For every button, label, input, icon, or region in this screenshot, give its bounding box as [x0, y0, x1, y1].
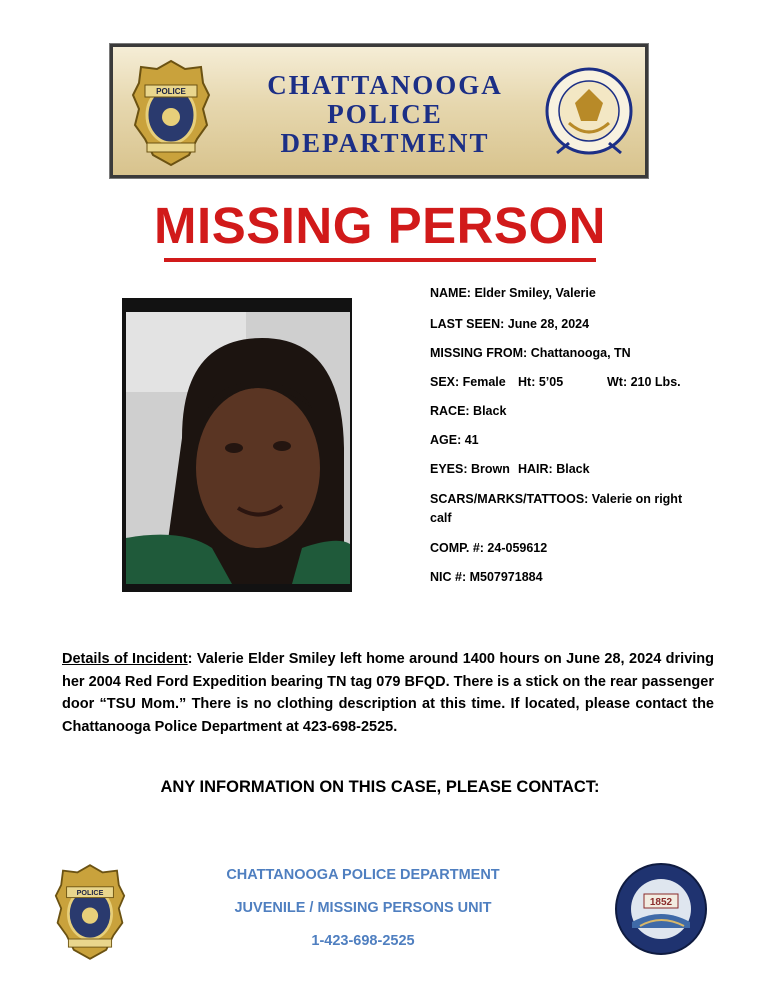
- contact-heading: ANY INFORMATION ON THIS CASE, PLEASE CONTACT:: [160, 778, 600, 796]
- header-banner: [110, 44, 648, 178]
- footer-unit: JUVENILE / MISSING PERSONS UNIT: [234, 900, 492, 916]
- footer-department: CHATTANOOGA POLICE DEPARTMENT: [226, 867, 500, 883]
- police-badge-icon: [131, 59, 211, 167]
- complaint-number-field: COMP. #: 24-059612: [430, 541, 548, 555]
- missing-from-field: MISSING FROM: Chattanooga, TN: [430, 346, 631, 360]
- nic-number-field: NIC #: M507971884: [430, 570, 543, 584]
- height-field: Ht: 5’05: [518, 375, 564, 389]
- details-text: Valerie Elder Smiley left home around 1400 hours on June 28, 2024 driving her 2004 Red Ford Expedition bearing TN tag 079 BFQD. There is a stick on the rear passenger door “TSU Mom.” There is no clothing description at this time. If located, please contact the Chattanooga Police Department at 423-698-2525.: [62, 651, 715, 735]
- scars-field: SCARS/MARKS/TATTOOS: Valerie on right: [430, 492, 683, 506]
- weight-field: Wt: 210 Lbs.: [607, 375, 681, 389]
- svg-text:1852: 1852: [649, 897, 673, 908]
- footer-phone[interactable]: 1-423-698-2525: [311, 933, 415, 949]
- portrait-photo-icon: [122, 298, 352, 592]
- missing-person-photo: [122, 298, 352, 592]
- race-field: RACE: Black: [430, 404, 507, 418]
- incident-details: Details of Incident: Valerie Elder Smiley left home around 1400 hours on June 28, 2024 driving her 2004 Red Ford Expedition bearing TN tag 079 BFQD. There is a stick on the rear passenger door “TSU Mom.” There is no clothing description at this time. If located, please contact the Chattanooga Police Department at 423-698-2525.: [62, 651, 715, 735]
- details-label: Details of Incident: [62, 651, 188, 667]
- title-underline: [164, 258, 596, 262]
- eyes-field: EYES: Brown: [430, 462, 510, 476]
- svg-text:POLICE: POLICE: [156, 87, 186, 96]
- scars-field-continued: calf: [430, 511, 452, 525]
- hair-field: HAIR: Black: [518, 462, 590, 476]
- sex-field: SEX: Female: [430, 375, 506, 389]
- last-seen-field: LAST SEEN: June 28, 2024: [430, 317, 590, 331]
- accreditation-seal-icon: [545, 63, 633, 163]
- age-field: AGE: 41: [430, 433, 479, 447]
- svg-text:POLICE: POLICE: [76, 887, 104, 897]
- flyer-title: MISSING PERSON: [154, 197, 606, 254]
- name-field: NAME: Elder Smiley, Valerie: [430, 286, 596, 300]
- city-police-seal-icon: [614, 862, 708, 956]
- department-name: CHATTANOOGA POLICE DEPARTMENT: [267, 70, 503, 158]
- police-badge-footer-icon: [54, 862, 126, 962]
